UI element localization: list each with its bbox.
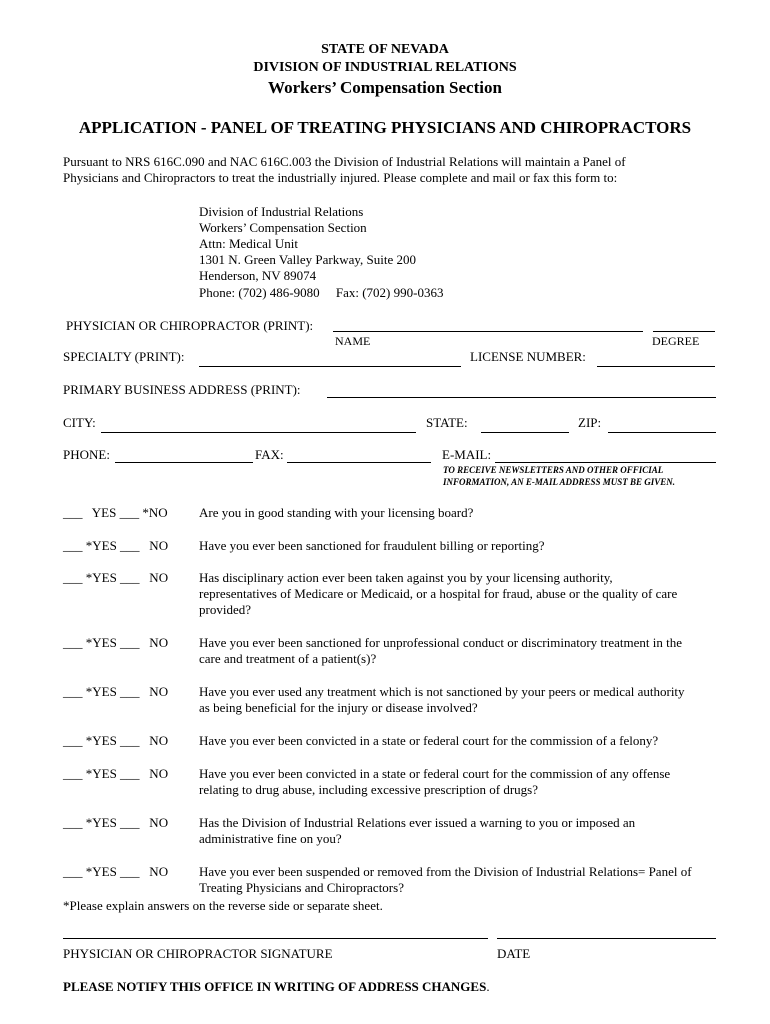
address-line-3: Attn: Medical Unit: [199, 236, 298, 251]
answer-choices[interactable]: ___ *YES ___ NO: [63, 538, 169, 553]
physician-name-label: PHYSICIAN OR CHIROPRACTOR (PRINT):: [66, 318, 314, 333]
notify-text: PLEASE NOTIFY THIS OFFICE IN WRITING OF ADDRESS CHANGES: [63, 979, 487, 994]
question-text: Have you ever been sanctioned for unprofessional conduct or discriminatory treatment in the: [199, 635, 683, 650]
answer-choices[interactable]: ___ *YES ___ NO: [63, 733, 169, 748]
answer-choices[interactable]: ___ *YES ___ NO: [63, 684, 169, 699]
degree-field[interactable]: [653, 331, 715, 332]
city-field[interactable]: [101, 432, 416, 433]
answer-choices[interactable]: ___ *YES ___ NO: [63, 766, 169, 781]
question-text: provided?: [199, 602, 251, 617]
date-label: DATE: [497, 946, 531, 961]
question-text: care and treatment of a patient(s)?: [199, 651, 377, 666]
degree-caption: DEGREE: [652, 334, 700, 348]
header-division: DIVISION OF INDUSTRIAL RELATIONS: [253, 60, 517, 75]
address-line-2: Workers’ Compensation Section: [199, 220, 367, 235]
question-text: representatives of Medicare or Medicaid, or a hospital for fraud, abuse or the quality of care: [199, 586, 678, 601]
license-label: LICENSE NUMBER:: [470, 349, 586, 364]
fax-field[interactable]: [287, 462, 431, 463]
address-line-5: Henderson, NV 89074: [199, 268, 317, 283]
question-text: Have you ever been convicted in a state or federal court for the commission of a felony?: [199, 733, 659, 748]
business-address-field[interactable]: [327, 397, 716, 398]
explain-note: *Please explain answers on the reverse side or separate sheet.: [63, 898, 383, 913]
business-address-label: PRIMARY BUSINESS ADDRESS (PRINT):: [63, 382, 301, 397]
email-field[interactable]: [495, 462, 716, 463]
answer-choices[interactable]: ___ *YES ___ NO: [63, 864, 169, 879]
notify-notice: [63, 979, 490, 995]
answer-choices[interactable]: ___ YES ___ *NO: [63, 505, 168, 520]
specialty-label: SPECIALTY (PRINT):: [63, 349, 185, 364]
question-text: Have you ever been sanctioned for fraudulent billing or reporting?: [199, 538, 545, 553]
question-text: Are you in good standing with your licensing board?: [199, 505, 474, 520]
state-label: STATE:: [426, 415, 468, 430]
question-text: relating to drug abuse, including excessive prescription of drugs?: [199, 782, 538, 797]
question-text: Have you ever been suspended or removed from the Division of Industrial Relations= Panel of: [199, 864, 692, 879]
date-field[interactable]: [497, 938, 716, 939]
question-text: Treating Physicians and Chiropractors?: [199, 880, 404, 895]
address-line-1: Division of Industrial Relations: [199, 204, 364, 219]
header-state: STATE OF NEVADA: [321, 42, 449, 57]
answer-choices[interactable]: ___ *YES ___ NO: [63, 635, 169, 650]
specialty-field[interactable]: [199, 366, 461, 367]
license-field[interactable]: [597, 366, 715, 367]
physician-name-field[interactable]: [333, 331, 643, 332]
question-text: Has disciplinary action ever been taken against you by your licensing authority,: [199, 570, 613, 585]
address-phone-fax: Phone: (702) 486-9080 Fax: (702) 990-0363: [199, 285, 444, 300]
state-field[interactable]: [481, 432, 569, 433]
email-note-2: INFORMATION, AN E-MAIL ADDRESS MUST BE GIVEN.: [443, 477, 676, 487]
zip-label: ZIP:: [578, 415, 602, 430]
form-title: APPLICATION - PANEL OF TREATING PHYSICIANS AND CHIROPRACTORS: [78, 118, 692, 137]
question-text: Has the Division of Industrial Relations ever issued a warning to you or imposed an: [199, 815, 636, 830]
phone-field[interactable]: [115, 462, 253, 463]
question-text: administrative fine on you?: [199, 831, 342, 846]
signature-label: PHYSICIAN OR CHIROPRACTOR SIGNATURE: [63, 946, 333, 961]
address-line-4: 1301 N. Green Valley Parkway, Suite 200: [199, 252, 416, 267]
question-text: as being beneficial for the injury or disease involved?: [199, 700, 478, 715]
answer-choices[interactable]: ___ *YES ___ NO: [63, 815, 169, 830]
answer-choices[interactable]: ___ *YES ___ NO: [63, 570, 169, 585]
question-text: Have you ever used any treatment which is not sanctioned by your peers or medical authority: [199, 684, 685, 699]
header-section: Workers’ Compensation Section: [268, 78, 502, 97]
city-label: CITY:: [63, 415, 96, 430]
intro-line-1: Pursuant to NRS 616C.090 and NAC 616C.003 the Division of Industrial Relations will maintain a Panel of: [63, 154, 626, 169]
question-text: Have you ever been convicted in a state or federal court for the commission of any offense: [199, 766, 671, 781]
name-caption: NAME: [335, 334, 371, 348]
signature-field[interactable]: [63, 938, 488, 939]
intro-line-2: Physicians and Chiropractors to treat the industrially injured. Please complete and mail or fax this form to:: [63, 170, 618, 185]
email-label: E-MAIL:: [442, 447, 492, 462]
phone-label: PHONE:: [63, 447, 110, 462]
fax-label: FAX:: [255, 447, 284, 462]
zip-field[interactable]: [608, 432, 716, 433]
email-note-1: TO RECEIVE NEWSLETTERS AND OTHER OFFICIAL: [443, 465, 664, 475]
notify-period: .: [486, 979, 490, 994]
